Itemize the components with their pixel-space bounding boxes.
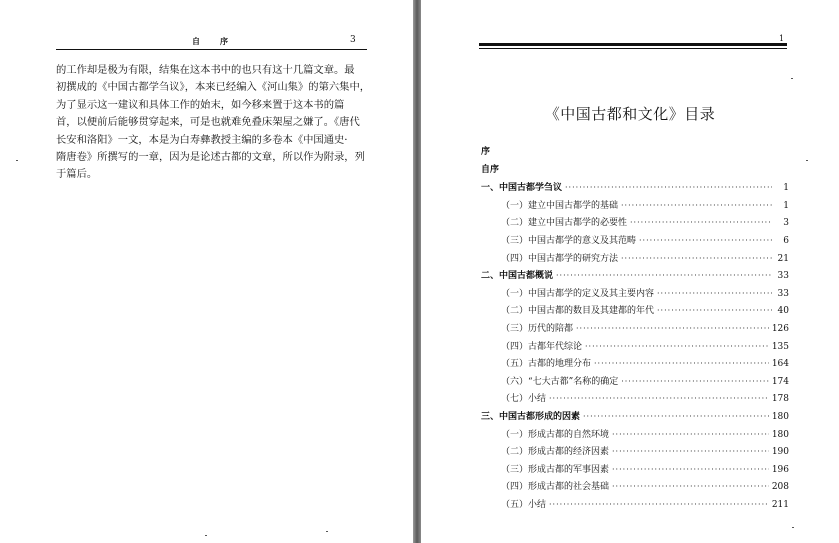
toc-subsection-label: （七）小结 bbox=[501, 394, 547, 405]
toc-subsection-label: （三）形成古都的军事因素 bbox=[501, 464, 610, 475]
toc-entry-preface: 序 bbox=[481, 147, 491, 157]
dot-leader bbox=[612, 478, 769, 496]
dot-leader bbox=[621, 250, 772, 268]
left-page bbox=[0, 0, 413, 543]
text-line: 隋唐卷》所撰写的一章，因为是论述古都的文章，所以作为附录，列 bbox=[56, 151, 365, 164]
toc-subsection-entry bbox=[481, 390, 789, 408]
toc-subsection-label: （六）“七大古都”名称的确定 bbox=[501, 376, 619, 387]
header-rule-thin bbox=[479, 48, 787, 49]
toc-entry-author-preface: 自序 bbox=[481, 164, 500, 175]
toc-subsection-label: （二）建立中国古都学的必要性 bbox=[501, 218, 628, 229]
toc-subsection-entry bbox=[481, 426, 789, 444]
text-line: 的工作却是极为有限，结集在这本书中的也只有这十几篇文章。最 bbox=[56, 64, 355, 76]
dot-leader bbox=[556, 267, 772, 285]
toc-subsection-entry bbox=[481, 302, 789, 320]
dot-leader bbox=[583, 408, 769, 426]
toc-subsection-entry bbox=[481, 232, 789, 250]
dot-leader bbox=[630, 214, 772, 232]
toc-subsection-entry bbox=[481, 285, 789, 303]
toc-subsection-entry bbox=[481, 355, 789, 373]
text-line: 于篇后。 bbox=[56, 168, 98, 181]
toc-section-label: 三、中国古都形成的因素 bbox=[481, 411, 581, 422]
toc-title: 《中国古都和文化》目录 bbox=[544, 105, 716, 123]
toc-page-number: 126 bbox=[771, 323, 789, 334]
dot-leader bbox=[612, 426, 769, 444]
toc-subsection-label: （一）中国古都学的定义及其主要内容 bbox=[501, 288, 655, 299]
toc-page-number: 190 bbox=[771, 447, 789, 458]
toc-page-number: 21 bbox=[777, 253, 789, 264]
text-line: 首，以便前后能够贯穿起来，可是也就难免叠床架屋之嫌了。《唐代 bbox=[56, 116, 360, 129]
toc-subsection-label: （三）历代的陪都 bbox=[501, 323, 574, 334]
toc-subsection-label: （二）中国古都的数目及其建都的年代 bbox=[501, 306, 655, 317]
toc-subsection-entry bbox=[481, 197, 789, 215]
toc-page-number: 135 bbox=[771, 341, 789, 352]
toc-page-number: 180 bbox=[771, 411, 789, 422]
toc-page-number: 164 bbox=[771, 359, 789, 370]
dot-leader bbox=[549, 496, 769, 514]
toc-page-number: 208 bbox=[771, 482, 789, 493]
toc-page-number: 40 bbox=[777, 306, 789, 317]
dot-leader bbox=[594, 355, 769, 373]
toc-page-number: 211 bbox=[771, 499, 789, 510]
toc-page-number: 33 bbox=[777, 288, 789, 299]
dot-leader bbox=[565, 179, 772, 197]
dot-leader bbox=[621, 373, 769, 391]
dot-leader bbox=[585, 338, 769, 356]
dot-leader bbox=[612, 461, 769, 479]
dot-leader bbox=[549, 390, 769, 408]
dot-leader bbox=[612, 443, 769, 461]
dot-leader bbox=[639, 232, 772, 250]
toc-subsection-entry bbox=[481, 496, 789, 514]
toc-section-entry bbox=[481, 408, 789, 426]
preface-body-text bbox=[56, 62, 371, 184]
toc-subsection-label: （四）中国古都学的研究方法 bbox=[501, 253, 619, 264]
toc-page-number: 180 bbox=[771, 429, 789, 440]
toc-subsection-label: （四）形成古都的社会基础 bbox=[501, 482, 610, 493]
scan-speck bbox=[16, 160, 18, 161]
toc-section-entry bbox=[481, 179, 789, 197]
book-gutter bbox=[413, 0, 421, 543]
toc-subsection-entry bbox=[481, 250, 789, 268]
dot-leader bbox=[657, 302, 772, 320]
toc-subsection-entry bbox=[481, 214, 789, 232]
toc-page-number: 6 bbox=[783, 235, 789, 246]
toc-page-number: 1 bbox=[783, 183, 789, 194]
toc-subsection-entry bbox=[481, 443, 789, 461]
toc-section-label: 二、中国古都概说 bbox=[481, 271, 554, 282]
toc-subsection-label: （一）建立中国古都学的基础 bbox=[501, 200, 619, 211]
toc-subsection-label: （二）形成古都的经济因素 bbox=[501, 447, 610, 458]
header-rule bbox=[56, 49, 367, 50]
table-of-contents bbox=[481, 144, 789, 513]
toc-subsection-entry bbox=[481, 373, 789, 391]
text-line: 为了显示这一建议和具体工作的始末，如今移来置于这本书的篇 bbox=[56, 98, 345, 111]
toc-subsection-entry bbox=[481, 338, 789, 356]
toc-subsection-entry bbox=[481, 478, 789, 496]
toc-page-number: 33 bbox=[777, 271, 789, 282]
toc-subsection-entry bbox=[481, 320, 789, 338]
scan-speck bbox=[791, 78, 793, 79]
toc-subsection-label: （五）古都的地理分布 bbox=[501, 359, 592, 370]
toc-page-number: 196 bbox=[771, 464, 789, 475]
toc-section-label: 一、中国古都学刍议 bbox=[481, 183, 563, 194]
scan-speck bbox=[326, 531, 328, 532]
toc-page-number: 174 bbox=[771, 376, 789, 387]
toc-subsection-label: （一）形成古都的自然环境 bbox=[501, 429, 610, 440]
header-rule-thick bbox=[479, 43, 787, 46]
toc-subsection-label: （四）古都年代综论 bbox=[501, 341, 583, 352]
toc-subsection-entry bbox=[481, 461, 789, 479]
dot-leader bbox=[621, 197, 772, 215]
right-page bbox=[421, 0, 839, 543]
toc-page-number: 3 bbox=[783, 218, 789, 229]
scan-speck bbox=[792, 527, 794, 528]
running-header-title: 自 序 bbox=[192, 36, 234, 46]
text-line: 长安和洛阳》一文，本是为白寿彝教授主编的多卷本《中国通史· bbox=[56, 133, 348, 146]
scan-speck bbox=[205, 535, 207, 536]
toc-subsection-label: （三）中国古都学的意义及其范畴 bbox=[501, 235, 637, 246]
toc-page-number: 1 bbox=[783, 200, 789, 211]
dot-leader bbox=[657, 285, 772, 303]
toc-subsection-label: （五）小结 bbox=[501, 499, 547, 510]
page-number: 1 bbox=[779, 34, 785, 43]
scan-speck bbox=[806, 160, 808, 161]
text-line: 初撰成的《中国古都学刍议》，本来已经编入《河山集》的第六集中， bbox=[56, 81, 371, 94]
dot-leader bbox=[576, 320, 769, 338]
toc-page-number: 178 bbox=[771, 394, 789, 405]
toc-section-entry bbox=[481, 267, 789, 285]
page-number: 3 bbox=[350, 35, 356, 45]
